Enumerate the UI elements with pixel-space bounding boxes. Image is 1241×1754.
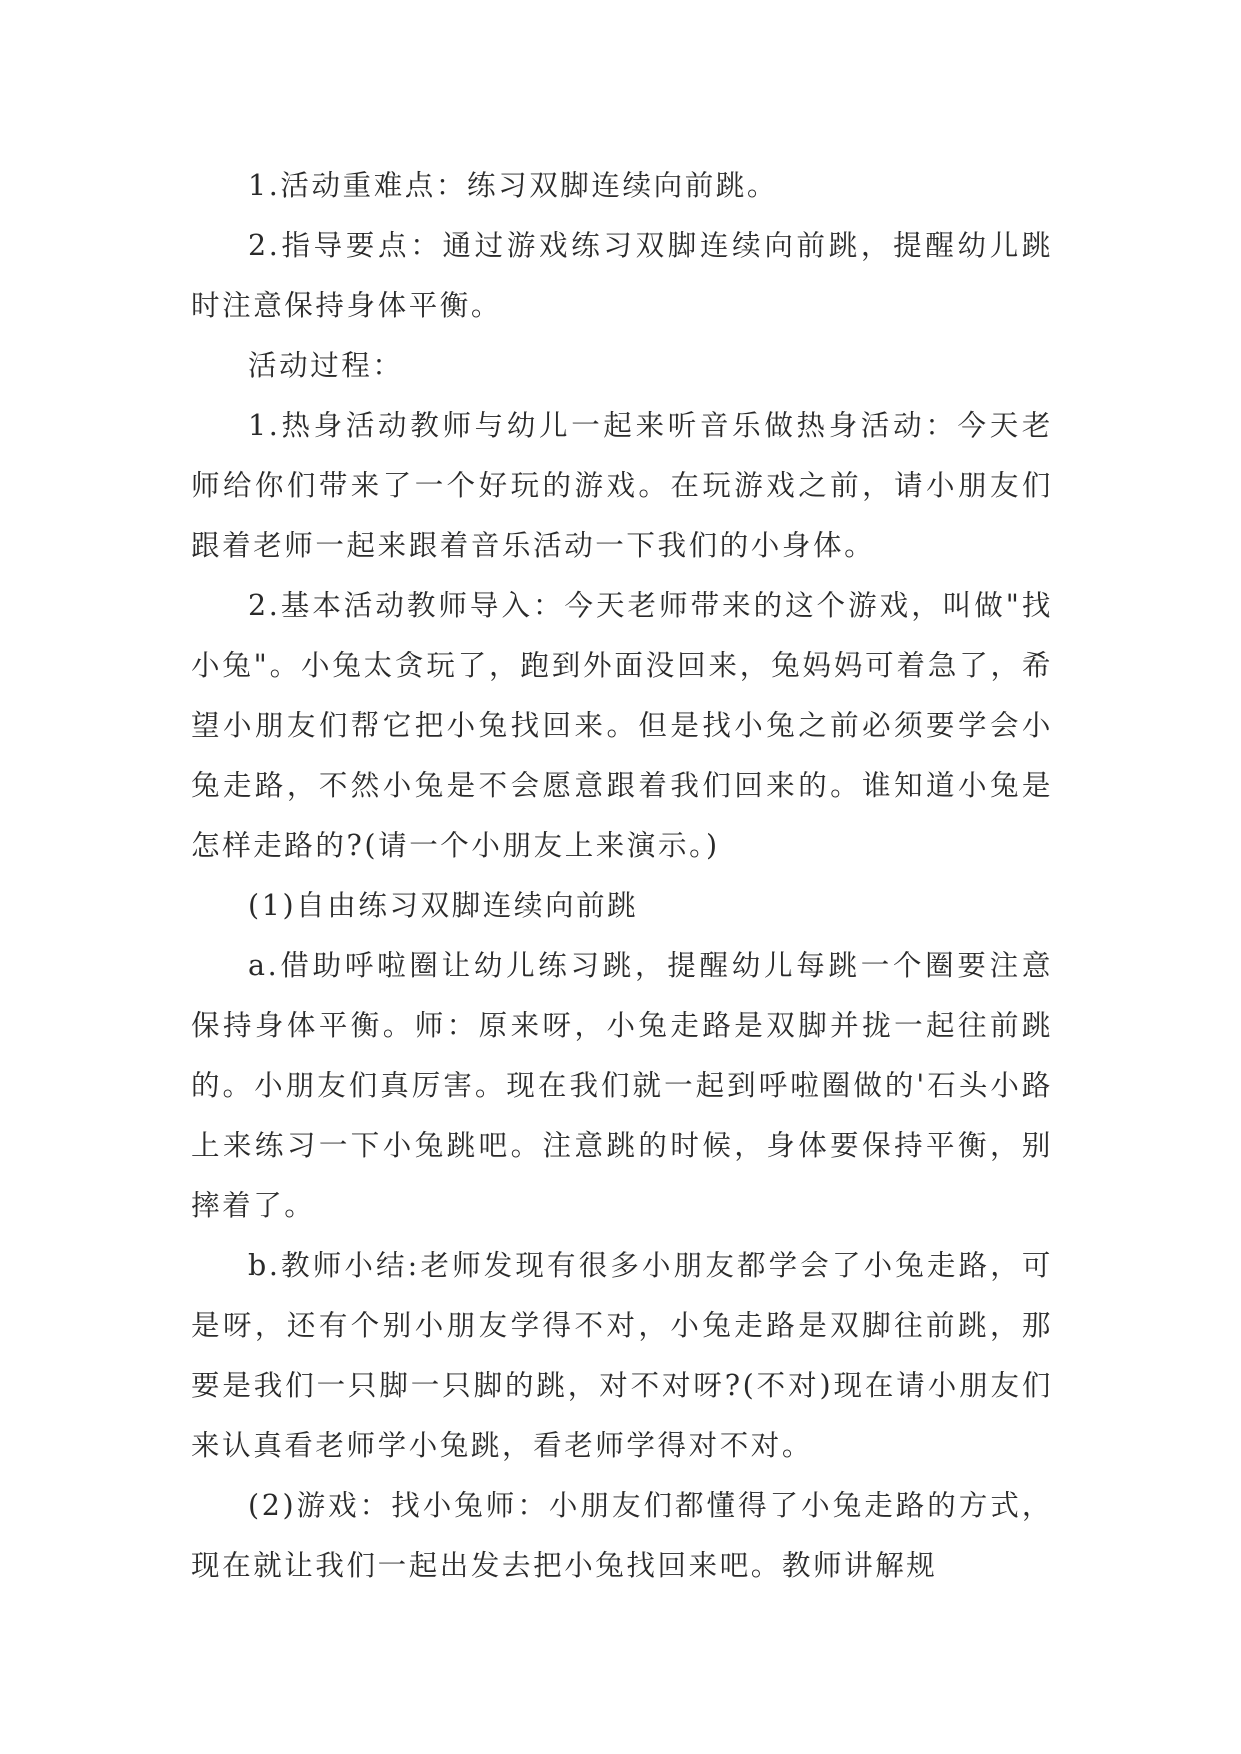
paragraph-game: (2)游戏：找小兔师：小朋友们都懂得了小兔走路的方式，现在就让我们一起出发去把小兔找回来吧。教师讲解规 bbox=[191, 1489, 1053, 1582]
paragraph-guidance: 2.指导要点：通过游戏练习双脚连续向前跳，提醒幼儿跳时注意保持身体平衡。 bbox=[191, 229, 1053, 322]
document-body bbox=[191, 156, 1053, 1596]
paragraph-hula-hoop: a.借助呼啦圈让幼儿练习跳，提醒幼儿每跳一个圈要注意保持身体平衡。师：原来呀，小兔走路是双脚并拢一起往前跳的。小朋友们真厉害。现在我们就一起到呼啦圈做的'石头小路上来练习一下小兔跳吧。注意跳的时候，身体要保持平衡，别摔着了。 bbox=[191, 949, 1053, 1222]
paragraph-teacher-summary: b.教师小结:老师发现有很多小朋友都学会了小兔走路，可是呀，还有个别小朋友学得不对，小兔走路是双脚往前跳，那要是我们一只脚一只脚的跳，对不对呀?(不对)现在请小朋友们来认真看老师学小兔跳，看老师学得对不对。 bbox=[191, 1249, 1053, 1462]
paragraph-key-points: 1.活动重难点：练习双脚连续向前跳。 bbox=[248, 169, 778, 202]
paragraph-warm-up: 1.热身活动教师与幼儿一起来听音乐做热身活动：今天老师给你们带来了一个好玩的游戏。在玩游戏之前，请小朋友们跟着老师一起来跟着音乐活动一下我们的小身体。 bbox=[191, 409, 1053, 562]
paragraph-process-heading: 活动过程： bbox=[248, 349, 404, 382]
paragraph-basic-activity: 2.基本活动教师导入：今天老师带来的这个游戏，叫做"找小兔"。小兔太贪玩了，跑到外面没回来，兔妈妈可着急了，希望小朋友们帮它把小兔找回来。但是找小兔之前必须要学会小兔走路，不然小兔是不会愿意跟着我们回来的。谁知道小兔是怎样走路的?(请一个小朋友上来演示。) bbox=[191, 589, 1053, 862]
paragraph-free-practice: (1)自由练习双脚连续向前跳 bbox=[248, 889, 639, 922]
